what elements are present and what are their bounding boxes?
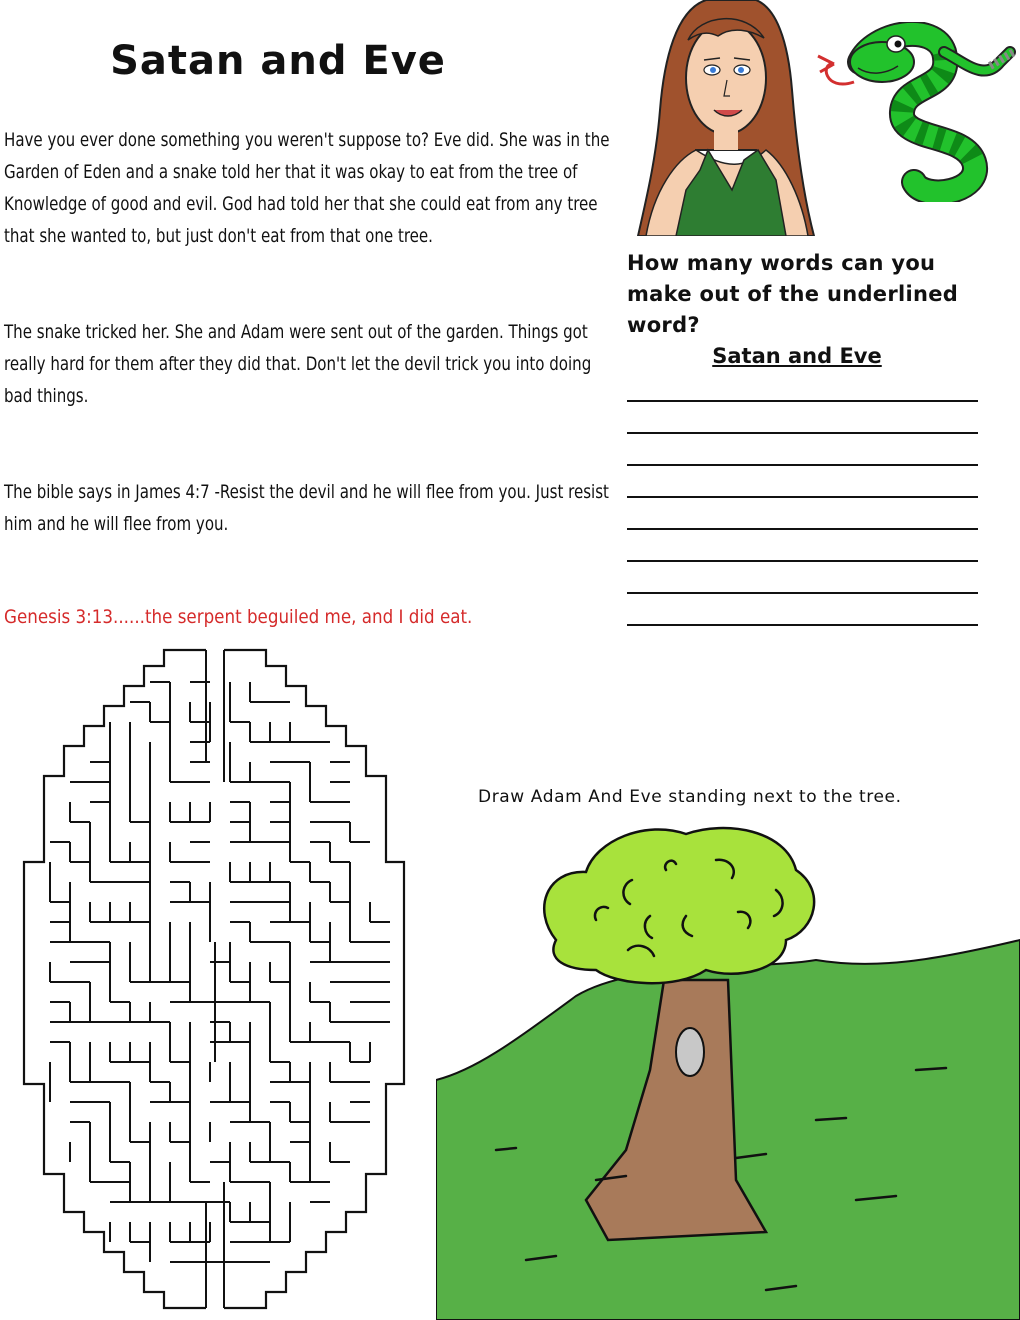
- oval-maze[interactable]: [20, 642, 410, 1314]
- page-title: Satan and Eve: [110, 38, 446, 84]
- story-paragraph-3: The bible says in James 4:7 -Resist the devil and he will flee from you. Just resist him and he will flee from you.: [4, 481, 609, 535]
- story-paragraph-2: The snake tricked her. She and Adam were sent out of the garden. Things got really hard for them after they did that. Don't let the devil trick you into doing bad things.: [4, 321, 592, 407]
- tree-illustration: [436, 820, 1020, 1320]
- bible-verse: Genesis 3:13......the serpent beguiled me, and I did eat.: [4, 606, 473, 628]
- answer-line-3[interactable]: [627, 464, 978, 466]
- drawing-prompt: Draw Adam And Eve standing next to the tree.: [478, 787, 902, 807]
- answer-line-6[interactable]: [627, 560, 978, 562]
- answer-line-7[interactable]: [627, 592, 978, 594]
- story-paragraph-1: Have you ever done something you weren't suppose to? Eve did. She was in the Garden of Eden and a snake told her that it was okay to eat from the tree of Knowledge of good and evil. God had told her that she could eat from any tree that she wanted to, but just don't eat from that one tree.: [4, 129, 610, 247]
- answer-line-5[interactable]: [627, 528, 978, 530]
- underlined-word: Satan and Eve: [712, 344, 882, 368]
- eve-illustration: [636, 0, 816, 236]
- answer-line-4[interactable]: [627, 496, 978, 498]
- answer-line-1[interactable]: [627, 400, 978, 402]
- snake-illustration: [814, 22, 1020, 202]
- word-question: How many words can you make out of the underlined word?: [627, 251, 959, 337]
- answer-line-8[interactable]: [627, 624, 978, 626]
- answer-line-2[interactable]: [627, 432, 978, 434]
